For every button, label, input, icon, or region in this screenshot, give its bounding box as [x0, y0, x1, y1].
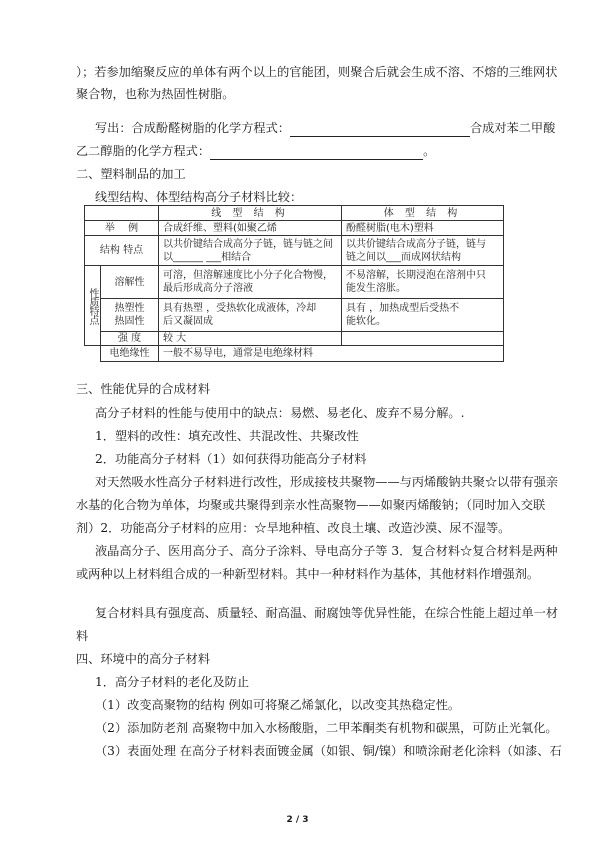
- comparison-table: [84, 205, 504, 362]
- cell-text: 后又凝固成: [163, 316, 213, 327]
- table-gap: [85, 346, 101, 362]
- row-label-thermo: [101, 299, 159, 332]
- paragraph-line: 液晶高分子、医用高分子、高分子涂料、导电高分子等 3．复合材料☆复合材料是两种: [95, 544, 558, 558]
- cell-text: 具有热塑 ，受热软化成液体，冷却: [163, 303, 317, 314]
- paragraph-line: 复合材料具有强度高、质量轻、耐高温、耐腐蚀等优异性能，在综合性能上超过单一材: [95, 606, 559, 620]
- question-text: 乙二醇脂的化学方程式：: [76, 144, 211, 158]
- col-header-linear: 线 型 结 构: [159, 206, 342, 221]
- col-header-network: 体 型 结 构: [342, 206, 504, 221]
- paragraph-line: 高分子材料的性能与使用中的缺点：易燃、易老化、废弃不易分解。.: [95, 406, 465, 420]
- cell-text: 能发生溶胀。: [346, 283, 406, 294]
- paragraph-line: 聚合物，也称为热固性树脂。: [76, 87, 235, 101]
- cell-text: 可溶，但溶解速度比小分子化合物慢，: [163, 270, 333, 281]
- table-corner: [85, 206, 159, 221]
- paragraph-line: ）；若参加缩聚反应的单体有两个以上的官能团，则聚合后就会生成不溶、不熔的三维网状: [76, 65, 558, 79]
- cell-text: 具有 ，加热成型后受热不: [346, 303, 460, 314]
- paragraph-line: 水基的化合物为单体，均聚或共聚得到亲水性高聚物——如聚丙烯酸钠；（同时加入交联: [76, 498, 546, 512]
- cell-text: 能软化。: [346, 316, 386, 327]
- paragraph-line: （1）改变高聚物的结构 例如可将聚乙烯氯化，以改变其热稳定性。: [95, 698, 461, 712]
- paragraph-line: 线型结构、体型结构高分子材料比较：: [95, 190, 303, 204]
- paragraph-line: （2）添加防老剂 高聚物中加入水杨酸脂，二甲苯酮类有机物和碳黑，可防止光氧化。: [95, 721, 558, 735]
- row-group-label: 性质特点: [85, 266, 101, 346]
- cell-example-network: 酚醛树脂(电木)塑料: [342, 221, 504, 236]
- cell-solubility-network: [342, 266, 504, 299]
- row-label-strength: 强 度: [101, 332, 159, 346]
- paragraph-line: 剂）2．功能高分子材料的应用：☆旱地种植、改良土壤、改造沙漠、尿不湿等。: [76, 521, 511, 535]
- paragraph-line: 1．高分子材料的老化及防止: [95, 675, 250, 689]
- cell-solubility-linear: [159, 266, 342, 299]
- cell-text: 以______ ___相结合: [163, 251, 252, 263]
- cell-text: 以共价键结合成高分子链，链与链之间: [163, 238, 333, 250]
- cell-text: 最后形成高分子溶液: [163, 283, 253, 294]
- paragraph-line: 2．功能高分子材料（1）如何获得功能高分子材料: [95, 452, 367, 466]
- question-text: 写出：合成酚醛树脂的化学方程式：: [95, 121, 290, 135]
- cell-strength-linear: 较 大: [159, 332, 342, 346]
- cell-text: 不易溶解，长期浸泡在溶剂中只: [346, 270, 486, 281]
- cell-structure-linear: [159, 236, 342, 266]
- section-heading: 二、塑料制品的加工: [76, 167, 186, 181]
- cell-structure-network: [342, 236, 504, 266]
- row-label-solubility: 溶解性: [101, 266, 159, 299]
- question-line: [0, 143, 595, 160]
- cell-thermo-linear: [159, 299, 342, 332]
- paragraph-line: 1．塑料的改性：填充改性、共混改性、共聚改性: [95, 429, 359, 443]
- cell-example-linear: 合成纤维、塑料(如聚乙烯: [159, 221, 342, 236]
- answer-blank[interactable]: [290, 123, 470, 137]
- question-text: 。: [423, 144, 436, 158]
- question-text: 合成对苯二甲酸: [470, 121, 556, 135]
- cell-text: 链之间以___而成网状结构: [346, 251, 461, 263]
- cell-text: 以共价键结合成高分子链，链与: [346, 238, 486, 250]
- cell-thermo-network: [342, 299, 504, 332]
- paragraph-line: 料: [76, 629, 89, 643]
- cell-strength-network: [342, 332, 504, 346]
- row-label-structure: 结构 特点: [85, 236, 159, 266]
- section-heading: 三、性能优异的合成材料: [76, 382, 211, 396]
- row-label-example: 举 例: [85, 221, 159, 236]
- cell-text: 热塑性: [114, 303, 145, 314]
- answer-blank[interactable]: [210, 146, 423, 160]
- paragraph-line: 对天然吸水性高分子材料进行改性，形成接枝共聚物——与丙烯酸钠共聚☆以带有强亲: [95, 475, 559, 489]
- paragraph-line: 或两种以上材料组合成的一种新型材料。其中一种材料作为基体，其他材料作增强剂。: [76, 567, 540, 581]
- question-line: [0, 120, 595, 137]
- cell-insulation: 一般不易导电，通常是电绝缘材料: [159, 346, 504, 362]
- section-heading: 四、环境中的高分子材料: [76, 652, 211, 666]
- paragraph-line: （3）表面处理 在高分子材料表面镀金属（如银、铜/镍）和喷涂耐老化涂料（如漆、石: [95, 744, 562, 758]
- page-number: 2 / 3: [286, 815, 309, 825]
- row-label-insulation: 电绝缘性: [101, 346, 159, 362]
- cell-text: 热固性: [114, 316, 145, 327]
